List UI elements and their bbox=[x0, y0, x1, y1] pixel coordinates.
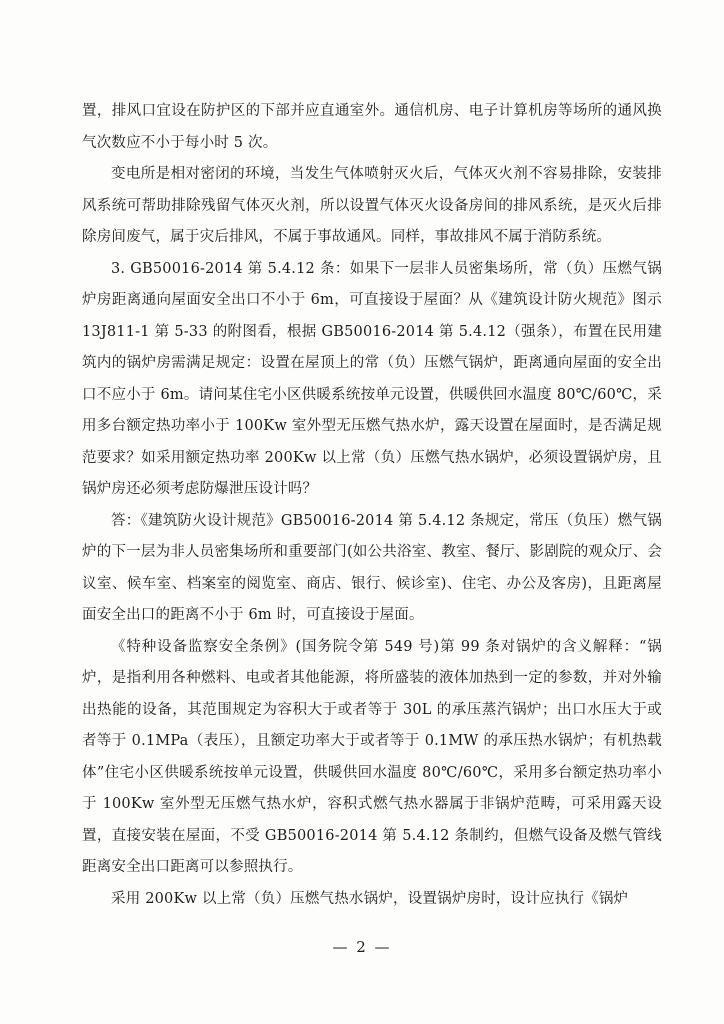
paragraph-continuation: 置，排风口宜设在防护区的下部并应直通室外。通信机房、电子计算机房等场所的通风换气次数应不小于每小时 5 次。 bbox=[82, 103, 662, 151]
body-text bbox=[82, 96, 662, 915]
paragraph-answer: 答：《建筑防火设计规范》GB50016-2014 第 5.4.12 条规定，常压（负压）燃气锅炉的下一层为非人员密集场所和重要部门(如公共浴室、教室、餐厅、影剧院的观众厅、会议室、候车室、档案室的阅览室、商店、银行、候诊室)、住宅、办公及客房)，且距离屋面安全出口的距离不小于 6m 时，可直接设于屋面。 bbox=[82, 512, 662, 623]
paragraph-boiler-definition: 《特种设备监察安全条例》(国务院令第 549 号)第 99 条对锅炉的含义解释：“锅炉，是指利用各种燃料、电或者其他能源，将所盛装的液体加热到一定的参数，并对外输出热能的设备，其范围规定为容积大于或者等于 30L 的承压蒸汽锅炉；出口水压大于或者等于 0.1MPa（表压），且额定功率大于或者等于 0.1MW 的承压热水锅炉；有机热载体”住宅小区供暖系统按单元设置，供暖供回水温度 80℃/60℃，采用多台额定热功率小于 100Kw 室外型无压燃气热水炉，容积式燃气热水器属于非锅炉范畴，可采用露天设置，直接安装在屋面，不受 GB50016-2014 第 5.4.12 条制约，但燃气设备及燃气管线距离安全出口距离可以参照执行。 bbox=[82, 638, 662, 875]
paragraph-boiler-room: 采用 200Kw 以上常（负）压燃气热水锅炉，设置锅炉房时，设计应执行《锅炉 bbox=[111, 890, 629, 907]
page-number: — 2 — bbox=[332, 938, 392, 956]
paragraph-substation-exhaust: 变电所是相对密闭的环境，当发生气体喷射灭火后，气体灭火剂不容易排除，安装排风系统可帮助排除残留气体灭火剂，所以设置气体灭火设备房间的排风系统，是灭火后排除房间废气，属于灾后排风，不属于事故通风。同样，事故排风不属于消防系统。 bbox=[82, 166, 662, 245]
paragraph-question-3: 3. GB50016-2014 第 5.4.12 条：如果下一层非人员密集场所，常（负）压燃气锅炉房距离通向屋面安全出口不小于 6m，可直接设于屋面？从《建筑设计防火规范》图示 13J811-1 第 5-33 的附图看，根据 GB50016-2014 第 5.4.12（强条），布置在民用建筑内的锅炉房需满足规定：设置在屋顶上的常（负）压燃气锅炉，距离通向屋面的安全出口不应小于 6m。请问某住宅小区供暖系统按单元设置，供暖供回水温度 80℃/60℃，采用多台额定热功率小于 100Kw 室外型无压燃气热水炉，露天设置在屋面时，是否满足规范要求？如采用额定热功率 200Kw 以上常（负）压燃气热水锅炉，必须设置锅炉房，且锅炉房还必须考虑防爆泄压设计吗？ bbox=[82, 260, 662, 497]
